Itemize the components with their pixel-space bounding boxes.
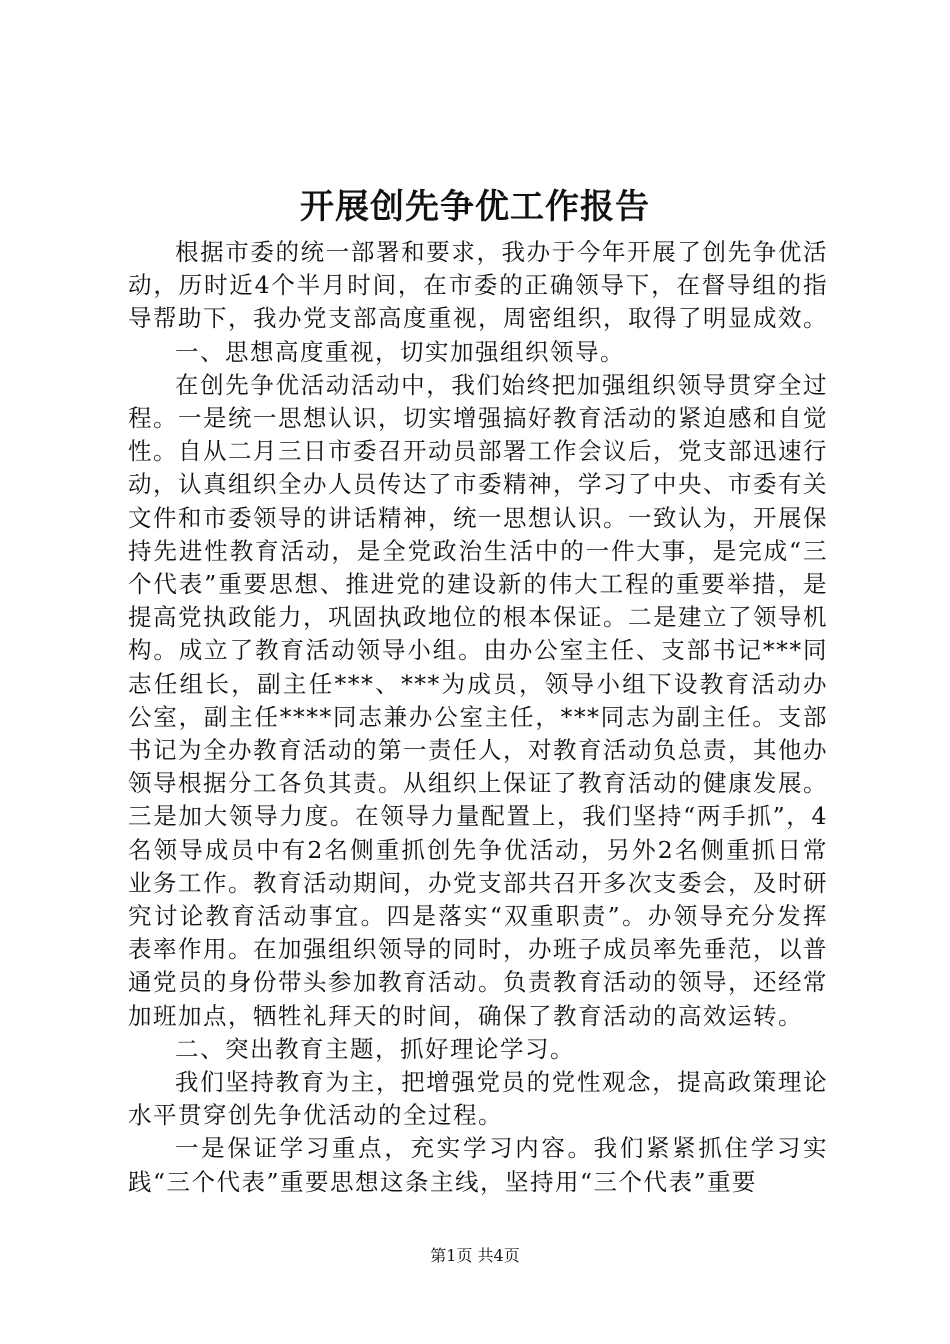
- paragraph-organization: 在创先争优活动活动中，我们始终把加强组织领导贯穿全过程。一是统一思想认识，切实增强搞好教育活动的紧迫感和自觉性。自从二月三日市委召开动员部署工作会议后，党支部迅速行动，认真组织全办人员传达了市委精神，学习了中央、市委有关文件和市委领导的讲话精神，统一思想认识。一致认为，开展保持先进性教育活动，是全党政治生活中的一件大事，是完成“三个代表”重要思想、推进党的建设新的伟大工程的重要举措，是提高党执政能力，巩固执政地位的根本保证。二是建立了领导机构。成立了教育活动领导小组。由办公室主任、支部书记***同志任组长，副主任***、***为成员，领导小组下设教育活动办公室，副主任****同志兼办公室主任，***同志为副主任。支部书记为全办教育活动的第一责任人，对教育活动负总责，其他办领导根据分工各负其责。从组织上保证了教育活动的健康发展。三是加大领导力度。在领导力量配置上，我们坚持“两手抓”，4名领导成员中有2名侧重抓创先争优活动，另外2名侧重抓日常业务工作。教育活动期间，办党支部共召开多次支委会，及时研究讨论教育活动事宜。四是落实“双重职责”。办领导充分发挥表率作用。在加强组织领导的同时，办班子成员率先垂范，以普通党员的身份带头参加教育活动。负责教育活动的领导，还经常加班加点，牺牲礼拜天的时间，确保了教育活动的高效运转。: [128, 370, 828, 1030]
- page-number-footer: 第1页 共4页: [430, 1246, 520, 1265]
- paragraph-education: 我们坚持教育为主，把增强党员的党性观念，提高政策理论水平贯穿创先争优活动的全过程。: [128, 1068, 828, 1130]
- document-title: 开展创先争优工作报告: [300, 187, 650, 227]
- paragraph-study-focus: 一是保证学习重点，充实学习内容。我们紧紧抓住学习实践“三个代表”重要思想这条主线，坚持用“三个代表”重要: [128, 1134, 828, 1196]
- section-heading-2: 二、突出教育主题，抓好理论学习。: [175, 1034, 575, 1063]
- paragraph-intro: 根据市委的统一部署和要求，我办于今年开展了创先争优活动，历时近4个半月时间，在市委的正确领导下，在督导组的指导帮助下，我办党支部高度重视，周密组织，取得了明显成效。: [128, 238, 828, 333]
- section-heading-1: 一、思想高度重视，切实加强组织领导。: [175, 337, 625, 366]
- document-body: [128, 236, 828, 1199]
